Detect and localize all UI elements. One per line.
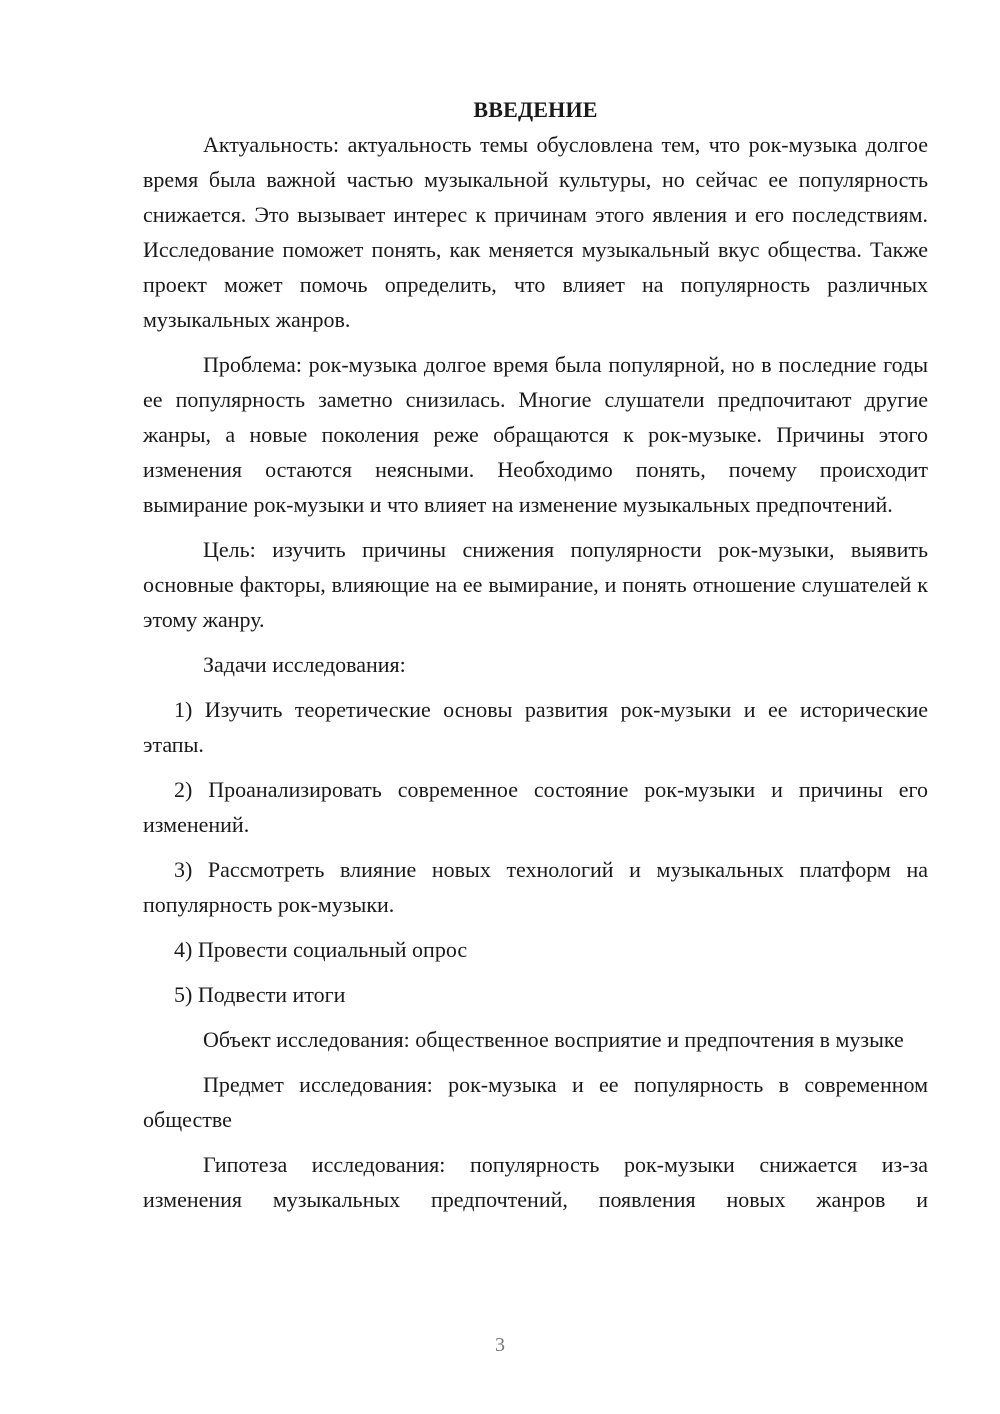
problem-paragraph: Проблема: рок-музыка долгое время была популярной, но в последние годы ее популярность заметно снизилась. Многие слушатели предпочитают другие жанры, а новые поколения реже обращаются к рок-музыке. Причины этого изменения остаются неясными. Необходимо понять, почему происходит вымирание рок-музыки и что влияет на изменение музыкальных предпочтений.: [143, 352, 928, 517]
page-number: 3: [495, 1334, 505, 1356]
task-item-2: 2) Проанализировать современное состояние рок-музыки и причины его изменений.: [143, 777, 928, 837]
document-title: ВВЕДЕНИЕ: [473, 97, 598, 122]
document-page: [143, 92, 928, 1217]
hypothesis-paragraph: Гипотеза исследования: популярность рок-музыки снижается из-за изменения музыкальных предпочтений, появления новых жанров и: [143, 1152, 928, 1212]
task-item-3: 3) Рассмотреть влияние новых технологий и музыкальных платформ на популярность рок-музыки.: [143, 857, 928, 917]
goal-paragraph: Цель: изучить причины снижения популярности рок-музыки, выявить основные факторы, влияющие на ее вымирание, и понять отношение слушателей к этому жанру.: [143, 537, 928, 632]
relevance-paragraph: Актуальность: актуальность темы обусловлена тем, что рок-музыка долгое время была важной частью музыкальной культуры, но сейчас ее популярность снижается. Это вызывает интерес к причинам этого явления и его последствиям. Исследование поможет понять, как меняется музыкальный вкус общества. Также проект может помочь определить, что влияет на популярность различных музыкальных жанров.: [143, 132, 928, 332]
task-item-5: 5) Подвести итоги: [174, 982, 346, 1007]
tasks-heading: Задачи исследования:: [203, 652, 406, 677]
task-item-1: 1) Изучить теоретические основы развития рок-музыки и ее исторические этапы.: [143, 697, 928, 757]
task-item-4: 4) Провести социальный опрос: [174, 937, 468, 962]
subject-paragraph: Предмет исследования: рок-музыка и ее популярность в современном обществе: [143, 1072, 928, 1132]
object-paragraph: Объект исследования: общественное восприятие и предпочтения в музыке: [203, 1027, 904, 1052]
